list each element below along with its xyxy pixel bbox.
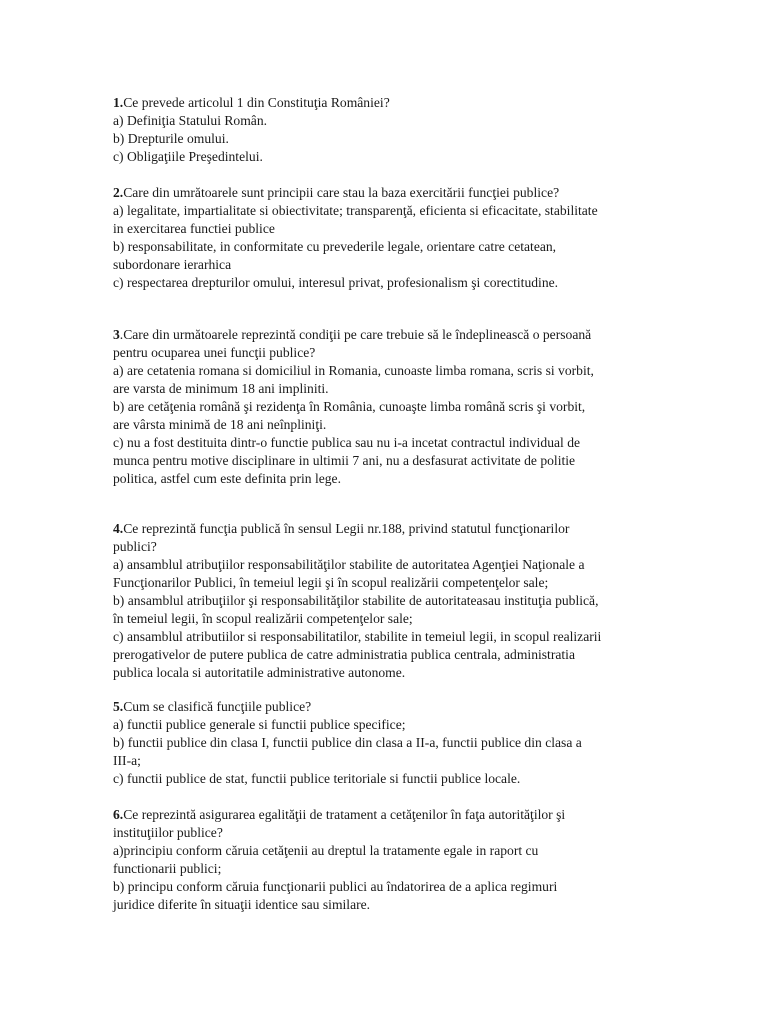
- question-number: 3: [113, 327, 120, 342]
- question-number: 5.: [113, 699, 124, 714]
- question-text: Ce reprezintă asigurarea egalităţii de tratament a cetăţenilor în faţa autorităţilor şi: [123, 807, 566, 822]
- answer-option: a) are cetatenia romana si domiciliul in Romania, cunoaste limba romana, scris si vorbit,: [113, 363, 594, 378]
- question-6: [113, 806, 653, 914]
- question-5-stem: [113, 698, 653, 716]
- answer-option: b) responsabilitate, in conformitate cu prevederile legale, orientare catre cetatean,: [113, 239, 557, 254]
- answer-option: a) ansamblul atribuţiilor responsabilităţilor stabilite de autoritatea Agenţiei Naţionale a: [113, 557, 585, 572]
- answer-option-continuation: munca pentru motive disciplinare in ultimii 7 ani, nu a desfasurat activitate de politie: [113, 453, 576, 468]
- answer-option: c) ansamblul atributiilor si responsabilitatilor, stabilite in temeiul legii, in scopul realizarii: [113, 629, 602, 644]
- answer-option: b) Drepturile omului.: [113, 131, 229, 146]
- question-text: Care din umrătoarele sunt principii care stau la baza exercitării funcţiei publice?: [123, 185, 560, 200]
- question-3: [113, 326, 653, 488]
- question-text: .Care din următoarele reprezintă condiţii pe care trebuie să le îndeplinească o persoană: [119, 327, 592, 342]
- answer-option: a) Definiţia Statului Român.: [113, 113, 268, 128]
- answer-option-continuation: Funcţionarilor Publici, în temeiul legii şi în scopul realizării competenţelor sale;: [113, 575, 549, 590]
- question-text-continuation: publici?: [113, 539, 157, 554]
- answer-option: c) Obligaţiile Preşedintelui.: [113, 149, 263, 164]
- question-text: Ce reprezintă funcţia publică în sensul Legii nr.188, privind statutul funcţionarilor: [123, 521, 570, 536]
- answer-option: c) respectarea drepturilor omului, interesul privat, profesionalism şi corectitudine.: [113, 275, 559, 290]
- answer-option-continuation: are vârsta minimă de 18 ani neînpliniţi.: [113, 417, 327, 432]
- answer-option-continuation: functionarii publici;: [113, 861, 222, 876]
- question-2-stem: [113, 184, 653, 202]
- answer-option: c) nu a fost destituita dintr-o functie publica sau nu i-a incetat contractul individual de: [113, 435, 581, 450]
- answer-option: c) functii publice de stat, functii publice teritoriale si functii publice locale.: [113, 771, 521, 786]
- question-2: [113, 184, 653, 292]
- answer-option: a)principiu conform căruia cetăţenii au dreptul la tratamente egale in raport cu: [113, 843, 539, 858]
- answer-option-continuation: III-a;: [113, 753, 141, 768]
- question-number: 2.: [113, 185, 124, 200]
- answer-option-continuation: in exercitarea functiei publice: [113, 221, 275, 236]
- answer-option: a) functii publice generale si functii publice specifice;: [113, 717, 406, 732]
- question-5: [113, 698, 653, 788]
- answer-option-continuation: în temeiul legii, în scopul realizării competenţelor sale;: [113, 611, 413, 626]
- question-text: Cum se clasifică funcţiile publice?: [123, 699, 312, 714]
- question-text-continuation: pentru ocuparea unei funcţii publice?: [113, 345, 316, 360]
- answer-option-continuation: prerogativelor de putere publica de catre administratia publica centrala, administratia: [113, 647, 575, 662]
- answer-option: b) functii publice din clasa I, functii publice din clasa a II-a, functii publice din clasa a: [113, 735, 582, 750]
- question-number: 1.: [113, 95, 124, 110]
- answer-option-continuation: are varsta de minimum 18 ani impliniti.: [113, 381, 329, 396]
- question-4-stem: [113, 520, 653, 538]
- answer-option: b) principu conform căruia funcţionarii publici au îndatorirea de a aplica regimuri: [113, 879, 558, 894]
- answer-option: b) are cetăţenia română şi rezidenţa în România, cunoaşte limba română scris şi vorbit,: [113, 399, 586, 414]
- answer-option-continuation: juridice diferite în situaţii identice sau similare.: [113, 897, 371, 912]
- question-4: [113, 520, 653, 682]
- answer-option-continuation: politica, astfel cum este definita prin lege.: [113, 471, 341, 486]
- question-text: Ce prevede articolul 1 din Constituţia României?: [123, 95, 390, 110]
- question-number: 4.: [113, 521, 124, 536]
- answer-option: b) ansamblul atribuţiilor şi responsabilităţilor stabilite de autoritateasau instituţia publică,: [113, 593, 599, 608]
- question-text-continuation: instituţiilor publice?: [113, 825, 223, 840]
- question-3-stem: [113, 326, 653, 344]
- question-1-stem: [113, 94, 653, 112]
- answer-option: a) legalitate, impartialitate si obiectivitate; transparenţă, eficienta si eficacitate, stabilitate: [113, 203, 598, 218]
- question-1: [113, 94, 653, 166]
- answer-option-continuation: publica locala si autoritatile administrative autonome.: [113, 665, 406, 680]
- question-number: 6.: [113, 807, 124, 822]
- answer-option-continuation: subordonare ierarhica: [113, 257, 232, 272]
- question-6-stem: [113, 806, 653, 824]
